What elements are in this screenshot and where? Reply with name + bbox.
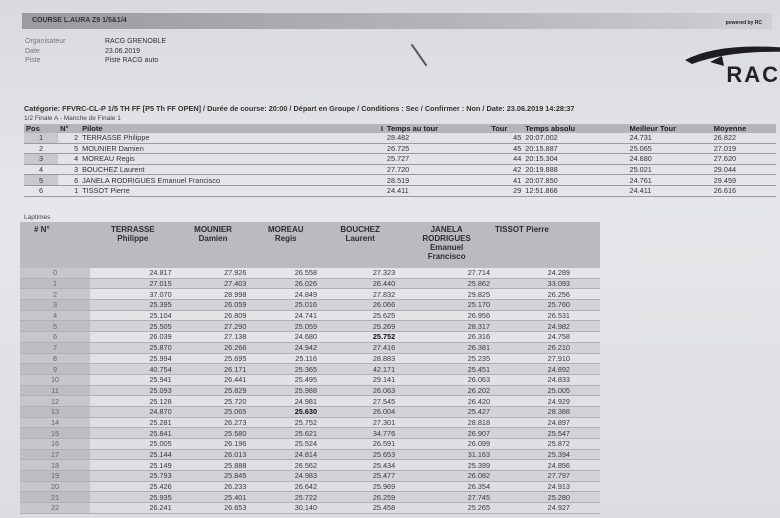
- lap-time: 25.170: [399, 300, 494, 311]
- lap-time: 24.814: [250, 449, 321, 460]
- lap-time: 25.720: [176, 396, 251, 407]
- lap-number: 7: [20, 342, 90, 353]
- result-cell-avg: 26.822: [712, 133, 776, 143]
- lap-time: 25.547: [494, 428, 600, 439]
- result-cell-pilot: BOUCHEZ Laurent: [80, 164, 385, 175]
- lap-row: [20, 492, 600, 503]
- lap-number: 12: [20, 396, 90, 407]
- lap-row: [20, 460, 600, 471]
- result-cell-pos: 4: [24, 164, 58, 175]
- col-pilot: Pilote I: [82, 124, 383, 133]
- lap-time: 25.630: [250, 406, 321, 417]
- result-cell-tour: 42: [489, 164, 523, 175]
- event-meta: [25, 37, 166, 66]
- result-cell-pos: 1: [24, 133, 58, 143]
- lap-time: 25.752: [321, 332, 399, 343]
- lap-number: 4: [20, 310, 90, 321]
- lap-time: 29.141: [321, 374, 399, 385]
- lap-time: 26.196: [176, 439, 251, 450]
- lap-time: 25.994: [90, 353, 176, 364]
- lap-number: 22: [20, 503, 90, 514]
- result-cell-num: 4: [58, 154, 80, 165]
- result-cell-tour: 41: [489, 175, 523, 186]
- lap-time: 27.745: [399, 492, 494, 503]
- laps-section-title: Laptimes: [24, 214, 51, 221]
- lap-row: [20, 332, 600, 343]
- lap-time: 25.144: [90, 449, 176, 460]
- lap-time: 25.829: [176, 385, 251, 396]
- lap-time: 25.399: [399, 460, 494, 471]
- lap-time: 26.026: [250, 278, 321, 289]
- lap-time: 33.093: [494, 278, 600, 289]
- lap-time: 24.983: [250, 471, 321, 482]
- result-cell-pos: 5: [24, 175, 58, 186]
- lap-time: 27.832: [321, 289, 399, 300]
- lap-row: [20, 268, 600, 278]
- lap-time: 25.395: [90, 300, 176, 311]
- lap-row: [20, 503, 600, 514]
- lap-time: 26.381: [399, 342, 494, 353]
- lap-time: 27.910: [494, 353, 600, 364]
- lap-time: 25.005: [90, 439, 176, 450]
- lap-time: 26.266: [176, 342, 251, 353]
- col-lap-time: Temps au tour: [385, 124, 489, 133]
- results-header-row: [24, 124, 776, 133]
- result-cell-tour: 29: [489, 185, 523, 196]
- lap-row: [20, 449, 600, 460]
- lap-time: 24.680: [250, 332, 321, 343]
- lap-time: 25.149: [90, 460, 176, 471]
- laps-header-row: [20, 222, 600, 268]
- lap-number: 6: [20, 332, 90, 343]
- lap-time: 26.653: [176, 503, 251, 514]
- lap-time: 26.558: [250, 268, 321, 278]
- lap-time: 25.722: [250, 492, 321, 503]
- lap-time: 25.621: [250, 428, 321, 439]
- lap-time: 25.401: [176, 492, 251, 503]
- category-line: Catégorie: FFVRC-CL-P 1/5 TH FF [P5 Th FF OPEN] / Durée de course: 20:00 / Départ en Groupe / Conditions : Sec / Confirmer : Non / Date: 23.06.2019 14:28:37: [24, 104, 575, 113]
- lap-time: 27.545: [321, 396, 399, 407]
- lap-time: 26.562: [250, 460, 321, 471]
- lap-time: 28.388: [494, 406, 600, 417]
- lap-time: 29.825: [399, 289, 494, 300]
- lap-time: 25.524: [250, 439, 321, 450]
- result-cell-pos: 2: [24, 143, 58, 154]
- lap-time: 28.998: [176, 289, 251, 300]
- lap-time: 26.440: [321, 278, 399, 289]
- lap-time: 25.365: [250, 364, 321, 375]
- lap-row: [20, 289, 600, 300]
- result-cell-best: 24.731: [628, 133, 712, 143]
- lap-time: 26.099: [399, 439, 494, 450]
- lap-number: 18: [20, 460, 90, 471]
- lap-time: 27.015: [90, 278, 176, 289]
- lap-time: 24.741: [250, 310, 321, 321]
- result-row: [24, 133, 776, 143]
- result-cell-tour: 45: [489, 143, 523, 154]
- result-cell-tour: 45: [489, 133, 523, 143]
- result-cell-best: 25.021: [628, 164, 712, 175]
- lap-row: [20, 374, 600, 385]
- lap-time: 25.093: [90, 385, 176, 396]
- col-driver: MOUNIER Damien: [176, 222, 251, 268]
- lap-time: 24.849: [250, 289, 321, 300]
- lap-time: 26.004: [321, 406, 399, 417]
- lap-number: 1: [20, 278, 90, 289]
- lap-time: 26.063: [321, 385, 399, 396]
- lap-time: 27.714: [399, 268, 494, 278]
- lap-time: 25.988: [250, 385, 321, 396]
- lap-time: 26.591: [321, 439, 399, 450]
- lap-time: 27.416: [321, 342, 399, 353]
- lap-time: 27.926: [176, 268, 251, 278]
- col-driver: BOUCHEZ Laurent: [321, 222, 399, 268]
- result-cell-best: 24.761: [628, 175, 712, 186]
- lap-time: 26.202: [399, 385, 494, 396]
- lap-row: [20, 300, 600, 311]
- lap-time: 25.845: [176, 471, 251, 482]
- lap-time: 25.793: [90, 471, 176, 482]
- lap-time: 26.063: [399, 374, 494, 385]
- lap-number: 16: [20, 439, 90, 450]
- lap-time: 40.754: [90, 364, 176, 375]
- lap-time: 25.941: [90, 374, 176, 385]
- result-cell-pos: 6: [24, 185, 58, 196]
- result-cell-best: 24.680: [628, 154, 712, 165]
- lap-time: 31.163: [399, 449, 494, 460]
- lap-row: [20, 406, 600, 417]
- lap-time: 25.128: [90, 396, 176, 407]
- lap-time: 25.269: [321, 321, 399, 332]
- lap-time: 26.642: [250, 481, 321, 492]
- lap-time: 24.817: [90, 268, 176, 278]
- lap-number: 2: [20, 289, 90, 300]
- lap-time: 26.273: [176, 417, 251, 428]
- lap-row: [20, 428, 600, 439]
- result-cell-num: 2: [58, 133, 80, 143]
- lap-time: 27.301: [321, 417, 399, 428]
- col-best-lap: Meilleur Tour: [628, 124, 712, 133]
- col-lap-number: # N°: [20, 222, 90, 268]
- lap-time: 26.066: [321, 300, 399, 311]
- lap-row: [20, 396, 600, 407]
- lap-number: 20: [20, 481, 90, 492]
- lap-time: 24.289: [494, 268, 600, 278]
- lap-time: 26.039: [90, 332, 176, 343]
- powered-by-label: powered by RC: [725, 20, 762, 26]
- result-cell-time: 24.411: [385, 185, 489, 196]
- result-cell-abs: 20:07.002: [523, 133, 627, 143]
- lap-time: 25.752: [250, 417, 321, 428]
- lap-time: 27.323: [321, 268, 399, 278]
- lap-time: 26.907: [399, 428, 494, 439]
- result-cell-pilot: MOREAU Regis: [80, 154, 385, 165]
- lap-time: 26.259: [321, 492, 399, 503]
- lap-time: 28.317: [399, 321, 494, 332]
- result-cell-avg: 27.019: [712, 143, 776, 154]
- meta-organizer: Organisateur RACG GRENOBLE: [25, 38, 167, 45]
- lap-time: 25.888: [176, 460, 251, 471]
- lap-number: 13: [20, 406, 90, 417]
- col-driver: TISSOT Pierre: [494, 222, 600, 268]
- lap-number: 3: [20, 300, 90, 311]
- lap-number: 21: [20, 492, 90, 503]
- lap-time: 26.013: [176, 449, 251, 460]
- result-cell-avg: 26.616: [712, 185, 776, 196]
- lap-time: 24.981: [250, 396, 321, 407]
- result-cell-avg: 29.044: [712, 164, 776, 175]
- result-cell-avg: 29.459: [712, 175, 776, 186]
- lap-time: 25.065: [176, 406, 251, 417]
- lap-time: 24.892: [494, 364, 600, 375]
- lap-number: 9: [20, 364, 90, 375]
- lap-number: 0: [20, 268, 90, 278]
- lap-time: 25.870: [90, 342, 176, 353]
- result-cell-num: 6: [58, 175, 80, 186]
- result-cell-pilot: TERRASSE Philippe: [80, 133, 385, 143]
- result-row: [24, 164, 776, 175]
- lap-time: 27.138: [176, 332, 251, 343]
- lap-time: 26.316: [399, 332, 494, 343]
- lap-time: 27.290: [176, 321, 251, 332]
- result-cell-best: 25.065: [628, 143, 712, 154]
- lap-time: 25.434: [321, 460, 399, 471]
- result-cell-abs: 20:19.888: [523, 164, 627, 175]
- lap-time: 26.233: [176, 481, 251, 492]
- lap-time: 26.354: [399, 481, 494, 492]
- lap-time: 25.580: [176, 428, 251, 439]
- lap-time: 25.104: [90, 310, 176, 321]
- col-num: N°: [58, 124, 80, 133]
- lap-time: 34.776: [321, 428, 399, 439]
- lap-row: [20, 481, 600, 492]
- col-absolute-time: Temps absolu: [523, 124, 627, 133]
- result-cell-time: 27.720: [385, 164, 489, 175]
- lap-time: 24.856: [494, 460, 600, 471]
- result-cell-num: 3: [58, 164, 80, 175]
- results-section-title: 1/2 Finale A - Manche de Finale 1: [24, 115, 121, 122]
- lap-time: 25.862: [399, 278, 494, 289]
- lap-time: 25.280: [494, 492, 600, 503]
- lap-row: [20, 342, 600, 353]
- lap-time: 24.929: [494, 396, 600, 407]
- lap-time: 26.210: [494, 342, 600, 353]
- lap-number: 15: [20, 428, 90, 439]
- course-title-bar: [22, 13, 772, 29]
- lap-time: 25.451: [399, 364, 494, 375]
- lap-number: 8: [20, 353, 90, 364]
- meta-date: Date 23.06.2019: [25, 47, 141, 55]
- result-cell-pos: 3: [24, 154, 58, 165]
- lap-time: 26.809: [176, 310, 251, 321]
- lap-time: 25.426: [90, 481, 176, 492]
- lap-time: 24.897: [494, 417, 600, 428]
- lap-row: [20, 364, 600, 375]
- result-cell-num: 1: [58, 185, 80, 196]
- lap-row: [20, 417, 600, 428]
- lap-time: 25.935: [90, 492, 176, 503]
- lap-row: [20, 439, 600, 450]
- result-row: [24, 175, 776, 186]
- result-cell-num: 5: [58, 143, 80, 154]
- result-cell-pilot: TISSOT Pierre: [80, 185, 385, 196]
- lap-number: 14: [20, 417, 90, 428]
- lap-time: 37.070: [90, 289, 176, 300]
- lap-time: 25.653: [321, 449, 399, 460]
- lap-time: 26.256: [494, 289, 600, 300]
- lap-row: [20, 471, 600, 482]
- lap-time: 24.870: [90, 406, 176, 417]
- laptimes-table: [20, 222, 600, 514]
- col-average: Moyenne: [712, 124, 776, 133]
- lap-time: 24.927: [494, 503, 600, 514]
- lap-time: 25.235: [399, 353, 494, 364]
- col-pos: Pos: [24, 124, 58, 133]
- lap-row: [20, 385, 600, 396]
- lap-time: 28.883: [321, 353, 399, 364]
- lap-time: 42.171: [321, 364, 399, 375]
- lap-time: 26.441: [176, 374, 251, 385]
- lap-time: 26.956: [399, 310, 494, 321]
- lap-time: 27.797: [494, 471, 600, 482]
- lap-time: 25.059: [250, 321, 321, 332]
- lap-time: 26.171: [176, 364, 251, 375]
- result-cell-abs: 20:15.304: [523, 154, 627, 165]
- racg-logo-text: RAC: [726, 62, 780, 87]
- lap-time: 25.458: [321, 503, 399, 514]
- result-cell-time: 28.482: [385, 133, 489, 143]
- lap-time: 28.818: [399, 417, 494, 428]
- lap-time: 24.833: [494, 374, 600, 385]
- lap-time: 26.420: [399, 396, 494, 407]
- result-row: [24, 154, 776, 165]
- col-laps: Tour: [489, 124, 523, 133]
- lap-number: 17: [20, 449, 90, 460]
- lap-time: 25.495: [250, 374, 321, 385]
- result-cell-time: 26.725: [385, 143, 489, 154]
- col-driver: JANELA RODRIGUES Emanuel Francisco: [399, 222, 494, 268]
- lap-row: [20, 321, 600, 332]
- lap-row: [20, 310, 600, 321]
- lap-time: 25.427: [399, 406, 494, 417]
- lap-time: 24.913: [494, 481, 600, 492]
- lap-time: 25.969: [321, 481, 399, 492]
- lap-time: 25.265: [399, 503, 494, 514]
- result-cell-abs: 20:15.887: [523, 143, 627, 154]
- result-cell-pilot: MOUNIER Damien: [80, 143, 385, 154]
- lap-time: 30.140: [250, 503, 321, 514]
- lap-time: 24.982: [494, 321, 600, 332]
- col-driver: TERRASSE Philippe: [90, 222, 176, 268]
- lap-time: 25.016: [250, 300, 321, 311]
- result-cell-pilot: JANELA RODRIGUES Emanuel Francisco: [80, 175, 385, 186]
- lap-number: 5: [20, 321, 90, 332]
- lap-time: 26.241: [90, 503, 176, 514]
- lap-time: 25.695: [176, 353, 251, 364]
- result-cell-time: 28.519: [385, 175, 489, 186]
- meta-track: Piste Piste RACG auto: [25, 57, 159, 64]
- lap-time: 24.758: [494, 332, 600, 343]
- result-row: [24, 185, 776, 196]
- lap-time: 25.281: [90, 417, 176, 428]
- lap-time: 27.403: [176, 278, 251, 289]
- lap-time: 25.394: [494, 449, 600, 460]
- results-table: [24, 124, 776, 197]
- lap-time: 26.059: [176, 300, 251, 311]
- lap-time: 25.116: [250, 353, 321, 364]
- result-cell-avg: 27.620: [712, 154, 776, 165]
- result-cell-abs: 20:07.850: [523, 175, 627, 186]
- lap-number: 19: [20, 471, 90, 482]
- lap-number: 11: [20, 385, 90, 396]
- lap-time: 25.841: [90, 428, 176, 439]
- col-driver: MOREAU Regis: [250, 222, 321, 268]
- lap-time: 24.942: [250, 342, 321, 353]
- lap-time: 26.082: [399, 471, 494, 482]
- lap-time: 25.625: [321, 310, 399, 321]
- pen-mark: [411, 44, 428, 66]
- lap-row: [20, 353, 600, 364]
- lap-time: 25.760: [494, 300, 600, 311]
- course-title: COURSE L.AURA Z9 1/5&1/4: [32, 17, 127, 24]
- lap-time: 25.872: [494, 439, 600, 450]
- lap-time: 25.005: [494, 385, 600, 396]
- lap-row: [20, 278, 600, 289]
- lap-time: 25.505: [90, 321, 176, 332]
- lap-time: 25.477: [321, 471, 399, 482]
- result-cell-tour: 44: [489, 154, 523, 165]
- result-row: [24, 143, 776, 154]
- result-cell-best: 24.411: [628, 185, 712, 196]
- result-cell-time: 25.727: [385, 154, 489, 165]
- result-cell-abs: 12:51.866: [523, 185, 627, 196]
- lap-number: 10: [20, 374, 90, 385]
- lap-time: 26.531: [494, 310, 600, 321]
